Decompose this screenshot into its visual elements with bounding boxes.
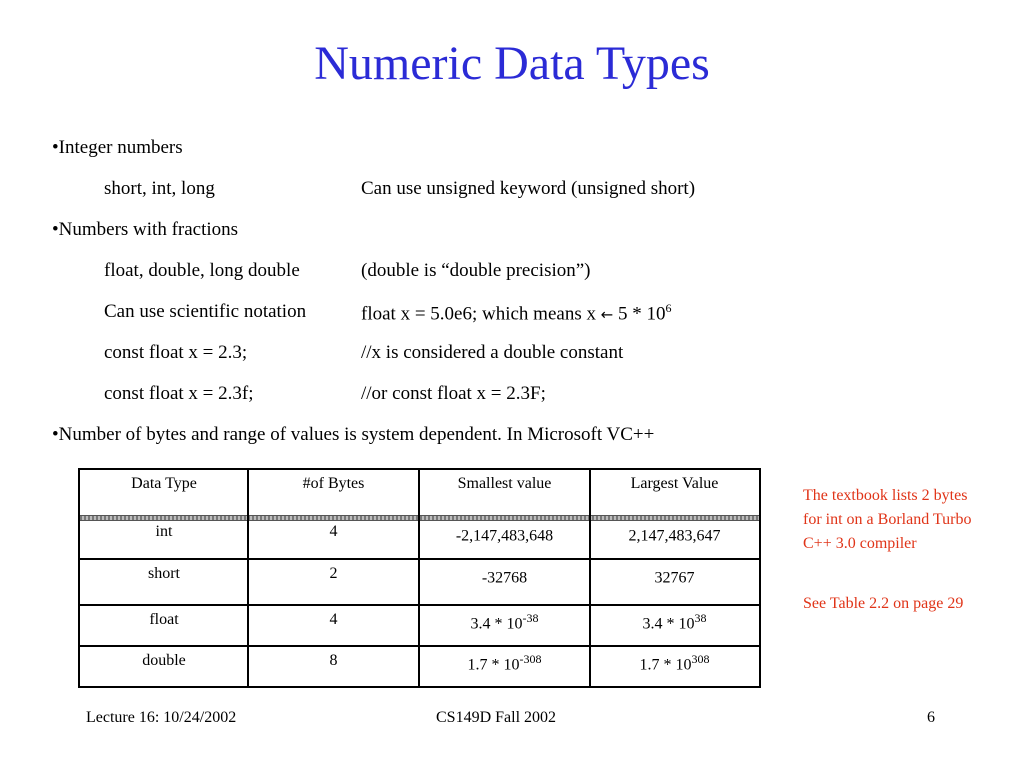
cell-bytes: 4 (329, 611, 338, 628)
const2-comment: //or const float x = 2.3F; (361, 383, 546, 404)
cell-bytes: 2 (329, 565, 338, 582)
integer-heading: •Integer numbers (52, 137, 183, 158)
cell-small (419, 518, 590, 558)
cell-large (590, 606, 759, 645)
cell-small-exp: -38 (522, 611, 539, 625)
cell-type: short (148, 565, 180, 582)
const1-code: const float x = 2.3; (104, 342, 248, 363)
data-type-table (78, 468, 761, 688)
cell-small-value: 1.7 * 10 (467, 656, 520, 674)
cell-small (419, 647, 590, 686)
header-bytes: #of Bytes (302, 475, 365, 492)
const2-code: const float x = 2.3f; (104, 383, 254, 404)
header-smallest: Smallest value (457, 475, 552, 492)
column-divider (589, 470, 591, 686)
cell-type: int (155, 523, 173, 540)
column-divider (418, 470, 420, 686)
cell-small (419, 560, 590, 604)
sci-example-prefix: float x = 5.0e6; which means x (361, 303, 596, 325)
fraction-types: float, double, long double (104, 260, 300, 281)
cell-large (590, 560, 759, 604)
cell-type: double (142, 652, 186, 669)
cell-bytes: 4 (329, 523, 338, 540)
footer-page-number: 6 (927, 709, 935, 726)
cell-type: float (149, 611, 179, 628)
cell-large (590, 647, 759, 686)
bytes-heading: •Number of bytes and range of values is system dependent. In Microsoft VC++ (52, 424, 655, 445)
integer-types: short, int, long (104, 178, 215, 199)
cell-small-value: -2,147,483,648 (455, 527, 554, 545)
sci-example (361, 301, 672, 325)
cell-large-value: 32767 (654, 569, 695, 587)
header-data-type: Data Type (131, 475, 197, 492)
fraction-heading: •Numbers with fractions (52, 219, 239, 240)
see-table-note: See Table 2.2 on page 29 (803, 595, 964, 612)
cell-large (590, 518, 759, 558)
column-divider (247, 470, 249, 686)
textbook-note: The textbook lists 2 bytes for int on a Borland Turbo C++ 3.0 compiler (803, 487, 972, 552)
integer-note: Can use unsigned keyword (unsigned short) (361, 178, 696, 199)
cell-large-value: 1.7 * 10 (639, 656, 692, 674)
footer-course: CS149D Fall 2002 (436, 709, 557, 726)
slide-title: Numeric Data Types (314, 37, 710, 90)
fraction-note: (double is “double precision”) (361, 260, 591, 281)
cell-small-value: -32768 (481, 569, 528, 587)
const1-comment: //x is considered a double constant (361, 342, 624, 363)
cell-large-exp: 308 (691, 652, 710, 666)
sci-label: Can use scientific notation (104, 301, 307, 322)
cell-small-exp: -308 (519, 652, 542, 666)
header-largest: Largest Value (630, 475, 719, 492)
cell-large-value: 3.4 * 10 (642, 615, 695, 633)
sci-base: 5 * 10 (613, 303, 666, 325)
footer-lecture: Lecture 16: 10/24/2002 (86, 709, 237, 726)
cell-small (419, 606, 590, 645)
cell-small-value: 3.4 * 10 (470, 615, 523, 633)
cell-large-exp: 38 (694, 611, 707, 625)
cell-large-value: 2,147,483,647 (628, 527, 721, 545)
cell-bytes: 8 (329, 652, 338, 669)
sci-exponent: 6 (665, 301, 672, 315)
left-arrow-icon: ← (600, 305, 614, 324)
